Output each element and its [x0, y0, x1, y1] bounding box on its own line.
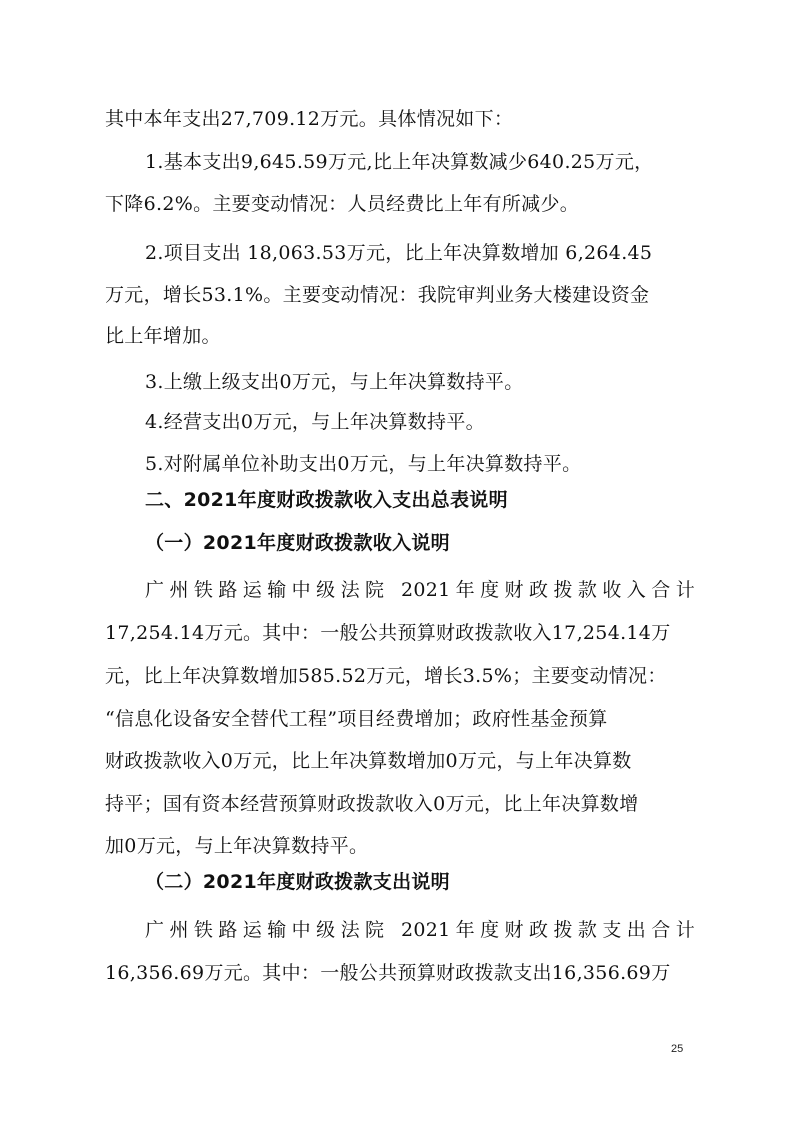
section-heading: 二、2021年度财政拨款收入支出总表说明	[145, 489, 508, 511]
body-text-line: 17,254.14万元。其中：一般公共预算财政拨款收入17,254.14万	[105, 622, 671, 644]
body-text-line: “信息化设备安全替代工程”项目经费增加；政府性基金预算	[105, 708, 608, 730]
body-text-line: 16,356.69万元。其中：一般公共预算财政拨款支出16,356.69万	[105, 962, 671, 984]
body-text-line: 2.项目支出 18,063.53万元，比上年决算数增加 6,264.45	[145, 242, 653, 264]
subsection-heading: （二）2021年度财政拨款支出说明	[145, 871, 450, 893]
body-text-line: 万元，增长53.1%。主要变动情况：我院审判业务大楼建设资金	[105, 284, 650, 306]
body-text-line: 比上年增加。	[105, 325, 221, 347]
body-text-line: 1.基本支出9,645.59万元,比上年决算数减少640.25万元，	[145, 151, 654, 173]
body-text-line: 下降6.2%。主要变动情况：人员经费比上年有所减少。	[105, 193, 580, 215]
body-text-line: 广州铁路运输中级法院 2021年度财政拨款支出合计	[145, 919, 695, 941]
body-text-line: 其中本年支出27,709.12万元。具体情况如下：	[105, 108, 514, 130]
body-text-line: 持平；国有资本经营预算财政拨款收入0万元，比上年决算数增	[105, 793, 639, 815]
body-text-line: 3.上缴上级支出0万元，与上年决算数持平。	[145, 371, 524, 393]
body-text-line: 5.对附属单位补助支出0万元，与上年决算数持平。	[145, 453, 582, 475]
body-text-line: 4.经营支出0万元，与上年决算数持平。	[145, 411, 485, 433]
body-text-line: 加0万元，与上年决算数持平。	[105, 835, 369, 857]
subsection-heading: （一）2021年度财政拨款收入说明	[145, 532, 450, 554]
body-text-line: 元，比上年决算数增加585.52万元，增长3.5%；主要变动情况：	[105, 665, 667, 687]
page-number: 25	[671, 1043, 684, 1055]
body-text-line: 广州铁路运输中级法院 2021年度财政拨款收入合计	[145, 579, 695, 601]
body-text-line: 财政拨款收入0万元，比上年决算数增加0万元，与上年决算数	[105, 750, 632, 772]
